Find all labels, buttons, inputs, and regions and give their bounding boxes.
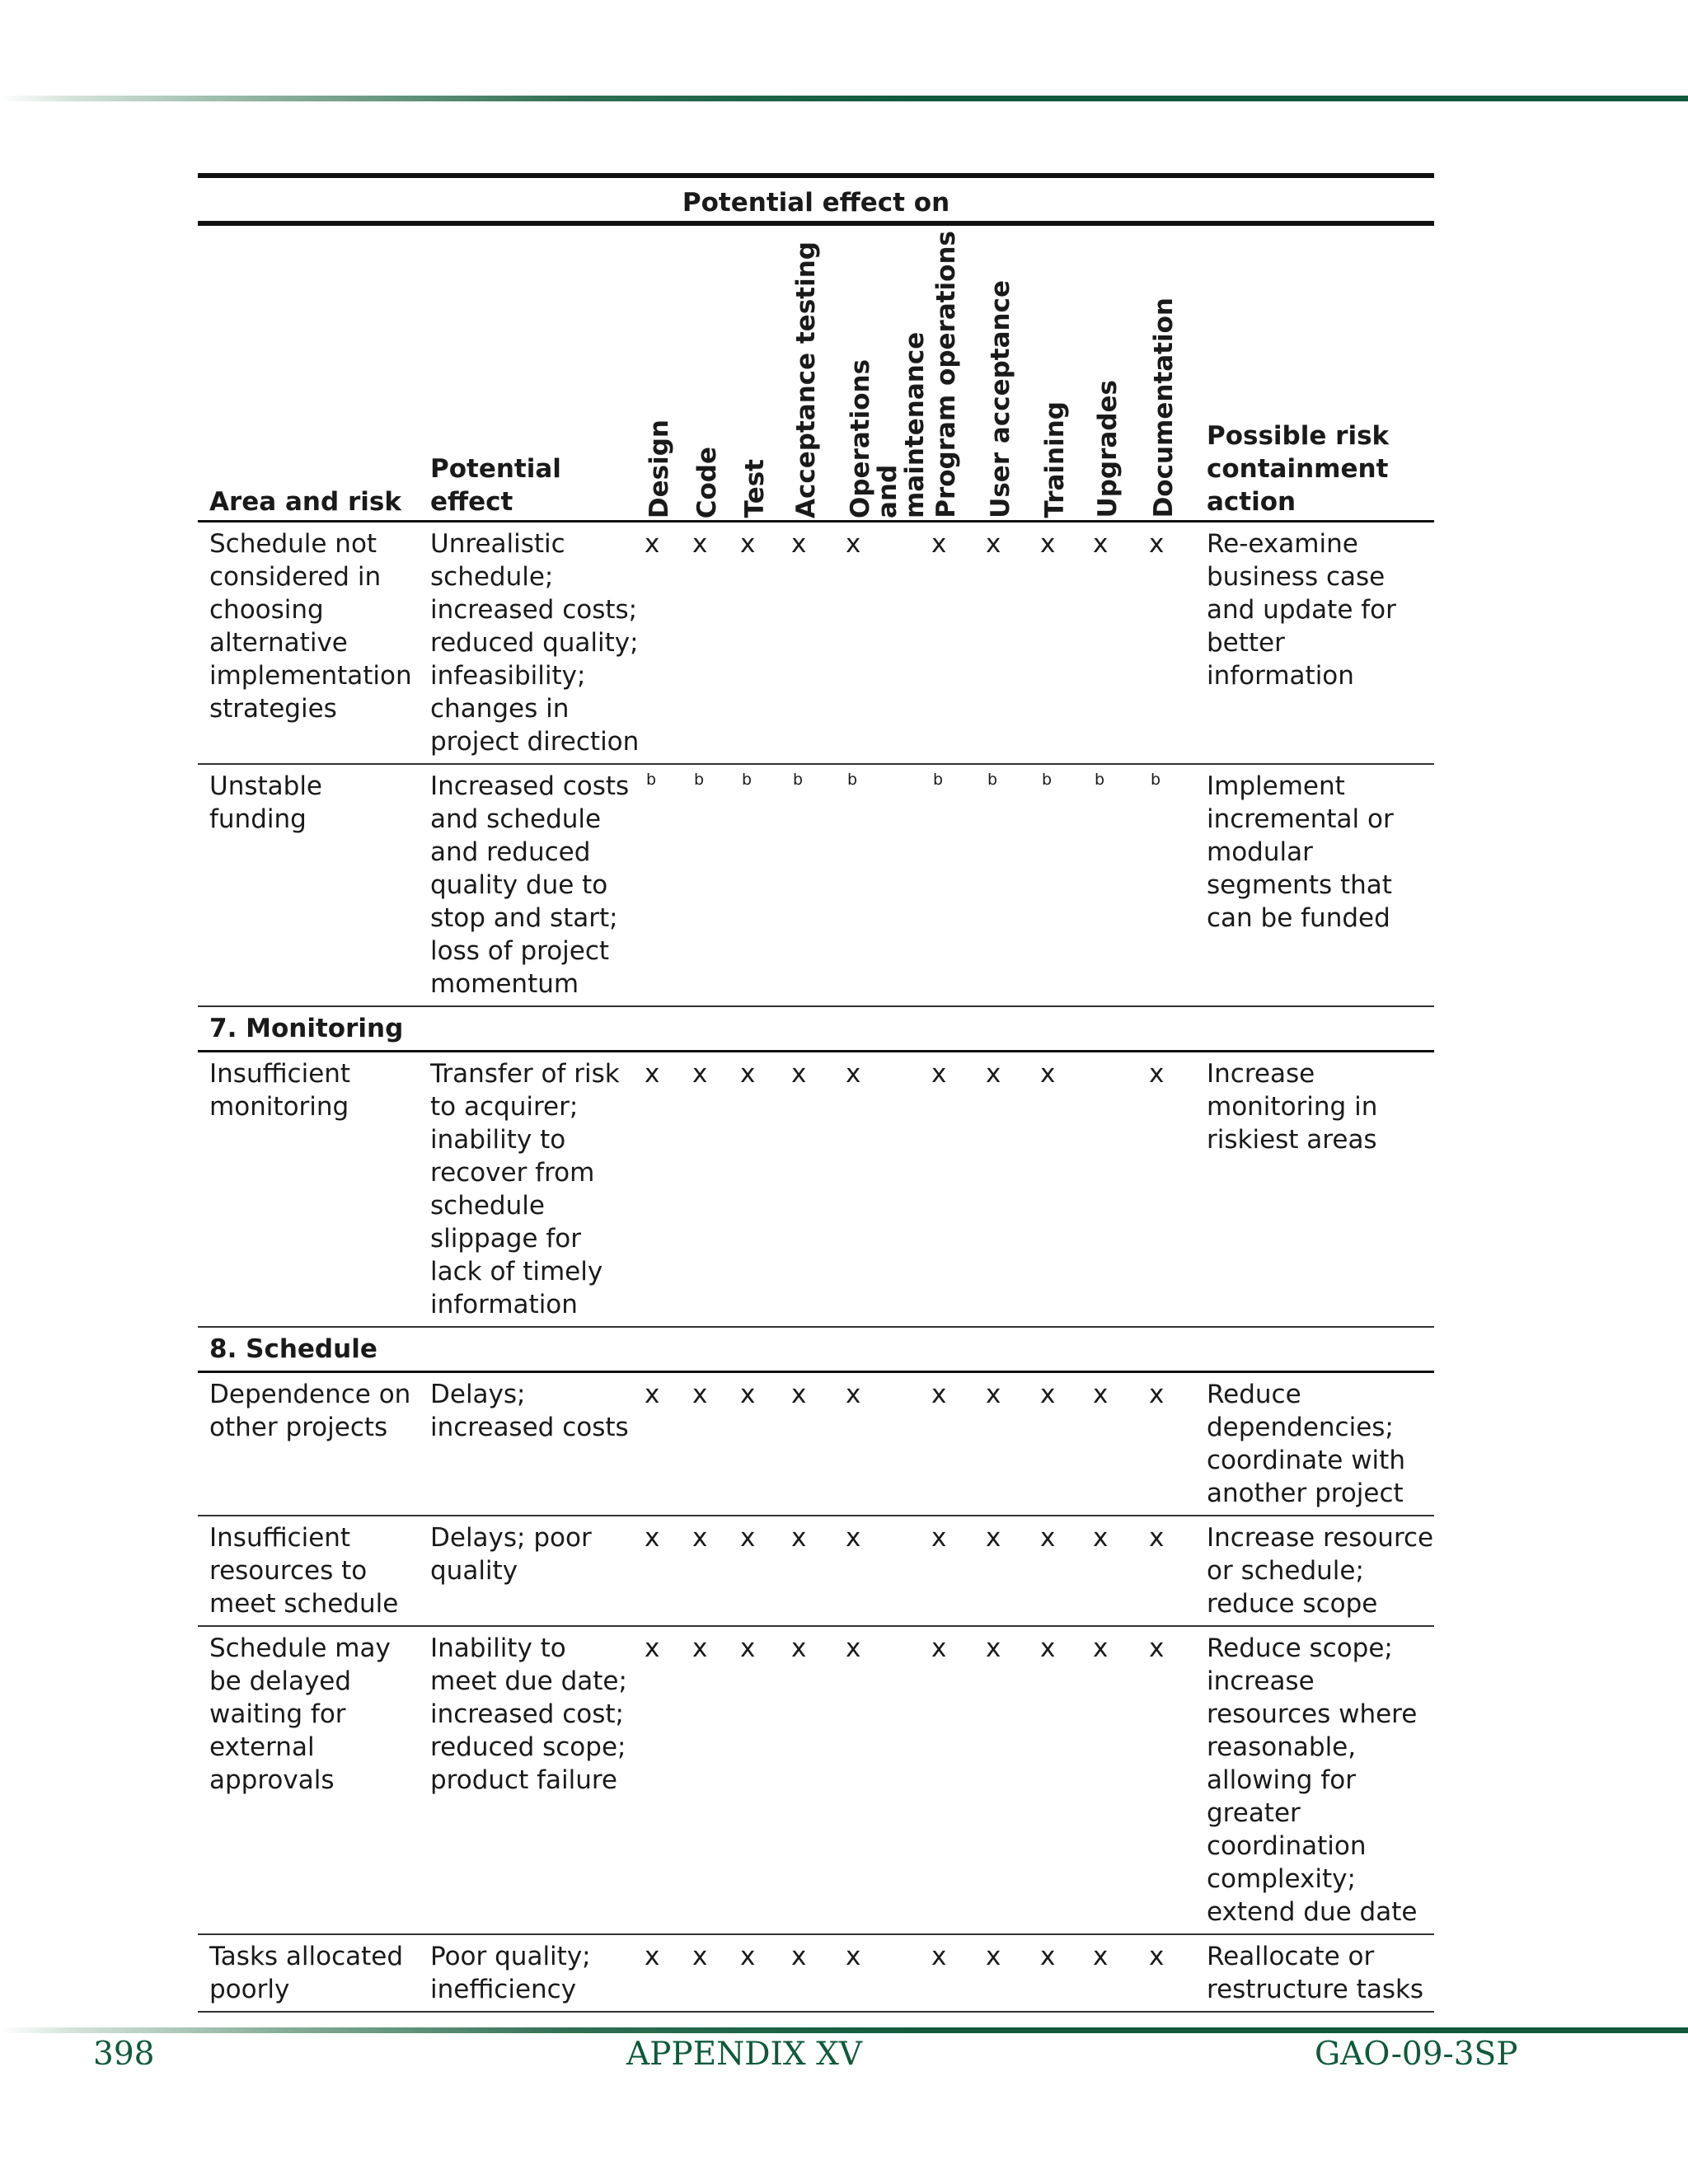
- area-cell: Insufficient monitoring: [198, 1051, 419, 1327]
- mark-user-acceptance: b: [981, 764, 1035, 1006]
- mark-program-operations: x: [926, 1371, 981, 1516]
- mark-code: x: [687, 1626, 735, 1934]
- mark-operations-maintenance: x: [841, 1626, 926, 1934]
- footer-doc-id: GAO-09-3SP: [1315, 2036, 1518, 2073]
- mark-operations-maintenance: b: [841, 764, 926, 1006]
- mark-design: x: [640, 521, 687, 764]
- col-header-code: Code: [692, 446, 722, 518]
- mark-operations-maintenance: x: [841, 1371, 926, 1516]
- area-cell: Insufficient resources to meet schedule: [198, 1516, 419, 1626]
- mark-program-operations: x: [926, 1934, 981, 2012]
- mark-documentation: x: [1144, 521, 1195, 764]
- page-number: 398: [93, 2036, 155, 2073]
- mark-program-operations: x: [926, 1051, 981, 1327]
- table-row: [198, 764, 1434, 1006]
- mark-training: x: [1035, 521, 1088, 764]
- mark-upgrades: x: [1088, 1934, 1144, 2012]
- section-heading: 7. Monitoring: [198, 1006, 1434, 1052]
- col-header-training: Training: [1040, 401, 1070, 518]
- mark-test: x: [735, 1934, 786, 2012]
- mark-test: x: [735, 1051, 786, 1327]
- action-cell: Reduce dependencies; coordinate with another project: [1195, 1371, 1434, 1516]
- mark-upgrades: b: [1088, 764, 1144, 1006]
- mark-design: x: [640, 1516, 687, 1626]
- mark-upgrades: x: [1088, 1371, 1144, 1516]
- col-header-design: Design: [645, 419, 674, 518]
- mark-code: x: [687, 1516, 735, 1626]
- mark-code: x: [687, 1051, 735, 1327]
- col-header-operations-maintenance: Operations and maintenance: [846, 331, 930, 518]
- mark-user-acceptance: x: [981, 521, 1035, 764]
- mark-operations-maintenance: x: [841, 1516, 926, 1626]
- mark-documentation: x: [1144, 1051, 1195, 1327]
- super-header: Potential effect on: [682, 188, 950, 218]
- mark-training: x: [1035, 1516, 1088, 1626]
- area-cell: Unstable funding: [198, 764, 419, 1006]
- action-cell: Reallocate or restructure tasks: [1195, 1934, 1434, 2012]
- mark-test: x: [735, 1626, 786, 1934]
- mark-design: x: [640, 1626, 687, 1934]
- mark-acceptance-testing: b: [786, 764, 841, 1006]
- mark-program-operations: x: [926, 521, 981, 764]
- mark-upgrades: x: [1088, 521, 1144, 764]
- mark-user-acceptance: x: [981, 1934, 1035, 2012]
- mark-user-acceptance: x: [981, 1051, 1035, 1327]
- action-cell: Re-examine business case and update for better information: [1195, 521, 1434, 764]
- footer-section: APPENDIX XV: [626, 2036, 863, 2073]
- mark-acceptance-testing: x: [786, 1051, 841, 1327]
- effect-cell: Delays; poor quality: [419, 1516, 640, 1626]
- effect-cell: Transfer of risk to acquirer; inability to recover from schedule slippage for lack of timely information: [419, 1051, 640, 1327]
- mark-design: x: [640, 1371, 687, 1516]
- top-decorative-rule: [0, 96, 1688, 101]
- area-cell: Tasks allocated poorly: [198, 1934, 419, 2012]
- area-cell: Dependence on other projects: [198, 1371, 419, 1516]
- mark-user-acceptance: x: [981, 1626, 1035, 1934]
- col-header-documentation: Documentation: [1149, 298, 1179, 518]
- action-cell: Increase resource or schedule; reduce scope: [1195, 1516, 1434, 1626]
- mark-acceptance-testing: x: [786, 521, 841, 764]
- mark-documentation: x: [1144, 1934, 1195, 2012]
- action-cell: Increase monitoring in riskiest areas: [1195, 1051, 1434, 1327]
- col-header-effect: Potential effect: [430, 453, 561, 517]
- section-heading: 8. Schedule: [198, 1327, 1434, 1372]
- mark-upgrades: x: [1088, 1626, 1144, 1934]
- mark-design: b: [640, 764, 687, 1006]
- effect-cell: Increased costs and schedule and reduced quality due to stop and start; loss of project momentum: [419, 764, 640, 1006]
- mark-test: x: [735, 1516, 786, 1626]
- mark-acceptance-testing: x: [786, 1516, 841, 1626]
- action-cell: Reduce scope; increase resources where reasonable, allowing for greater coordination complexity; extend due date: [1195, 1626, 1434, 1934]
- table-row: [198, 521, 1434, 764]
- mark-test: x: [735, 521, 786, 764]
- mark-documentation: x: [1144, 1371, 1195, 1516]
- mark-code: x: [687, 1371, 735, 1516]
- mark-training: x: [1035, 1051, 1088, 1327]
- mark-upgrades: x: [1088, 1516, 1144, 1626]
- col-header-area: Area and risk: [209, 486, 401, 517]
- super-header-row: [198, 176, 1434, 223]
- mark-operations-maintenance: x: [841, 1934, 926, 2012]
- action-cell: Implement incremental or modular segments that can be funded: [1195, 764, 1434, 1006]
- mark-training: b: [1035, 764, 1088, 1006]
- effect-cell: Inability to meet due date; increased cost; reduced scope; product failure: [419, 1626, 640, 1934]
- mark-training: x: [1035, 1371, 1088, 1516]
- area-cell: Schedule may be delayed waiting for external approvals: [198, 1626, 419, 1934]
- col-header-acceptance-testing: Acceptance testing: [791, 241, 821, 518]
- mark-upgrades: [1088, 1051, 1144, 1327]
- mark-code: b: [687, 764, 735, 1006]
- mark-documentation: b: [1144, 764, 1195, 1006]
- effect-cell: Delays; increased costs: [419, 1371, 640, 1516]
- mark-acceptance-testing: x: [786, 1934, 841, 2012]
- col-header-program-operations: Program operations: [931, 231, 961, 518]
- mark-user-acceptance: x: [981, 1516, 1035, 1626]
- mark-operations-maintenance: x: [841, 1051, 926, 1327]
- mark-acceptance-testing: x: [786, 1371, 841, 1516]
- mark-documentation: x: [1144, 1516, 1195, 1626]
- area-cell: Schedule not considered in choosing alternative implementation strategies: [198, 521, 419, 764]
- section-row-schedule: [198, 1327, 1434, 1372]
- mark-training: x: [1035, 1626, 1088, 1934]
- mark-test: x: [735, 1371, 786, 1516]
- mark-documentation: x: [1144, 1626, 1195, 1934]
- mark-training: x: [1035, 1934, 1088, 2012]
- effect-cell: Unrealistic schedule; increased costs; reduced quality; infeasibility; changes in project direction: [419, 521, 640, 764]
- mark-operations-maintenance: x: [841, 521, 926, 764]
- mark-code: x: [687, 521, 735, 764]
- table-row: [198, 1516, 1434, 1626]
- mark-program-operations: x: [926, 1626, 981, 1934]
- mark-code: x: [687, 1934, 735, 2012]
- column-header-row: [198, 223, 1434, 521]
- mark-program-operations: x: [926, 1516, 981, 1626]
- effect-cell: Poor quality; inefficiency: [419, 1934, 640, 2012]
- table-row: [198, 1051, 1434, 1327]
- mark-design: x: [640, 1051, 687, 1327]
- bottom-decorative-rule: [0, 2027, 1688, 2033]
- table-row: [198, 1371, 1434, 1516]
- col-header-action: Possible risk containment action: [1207, 420, 1390, 517]
- mark-acceptance-testing: x: [786, 1626, 841, 1934]
- mark-design: x: [640, 1934, 687, 2012]
- table-row: [198, 1626, 1434, 1934]
- section-row-monitoring: [198, 1006, 1434, 1052]
- risk-table-container: [198, 173, 1434, 2013]
- mark-user-acceptance: x: [981, 1371, 1035, 1516]
- mark-program-operations: b: [926, 764, 981, 1006]
- col-header-user-acceptance: User acceptance: [986, 279, 1015, 518]
- mark-test: b: [735, 764, 786, 1006]
- col-header-test: Test: [740, 459, 770, 518]
- col-header-upgrades: Upgrades: [1093, 380, 1123, 518]
- risk-table: [198, 173, 1434, 2013]
- table-row: [198, 1934, 1434, 2012]
